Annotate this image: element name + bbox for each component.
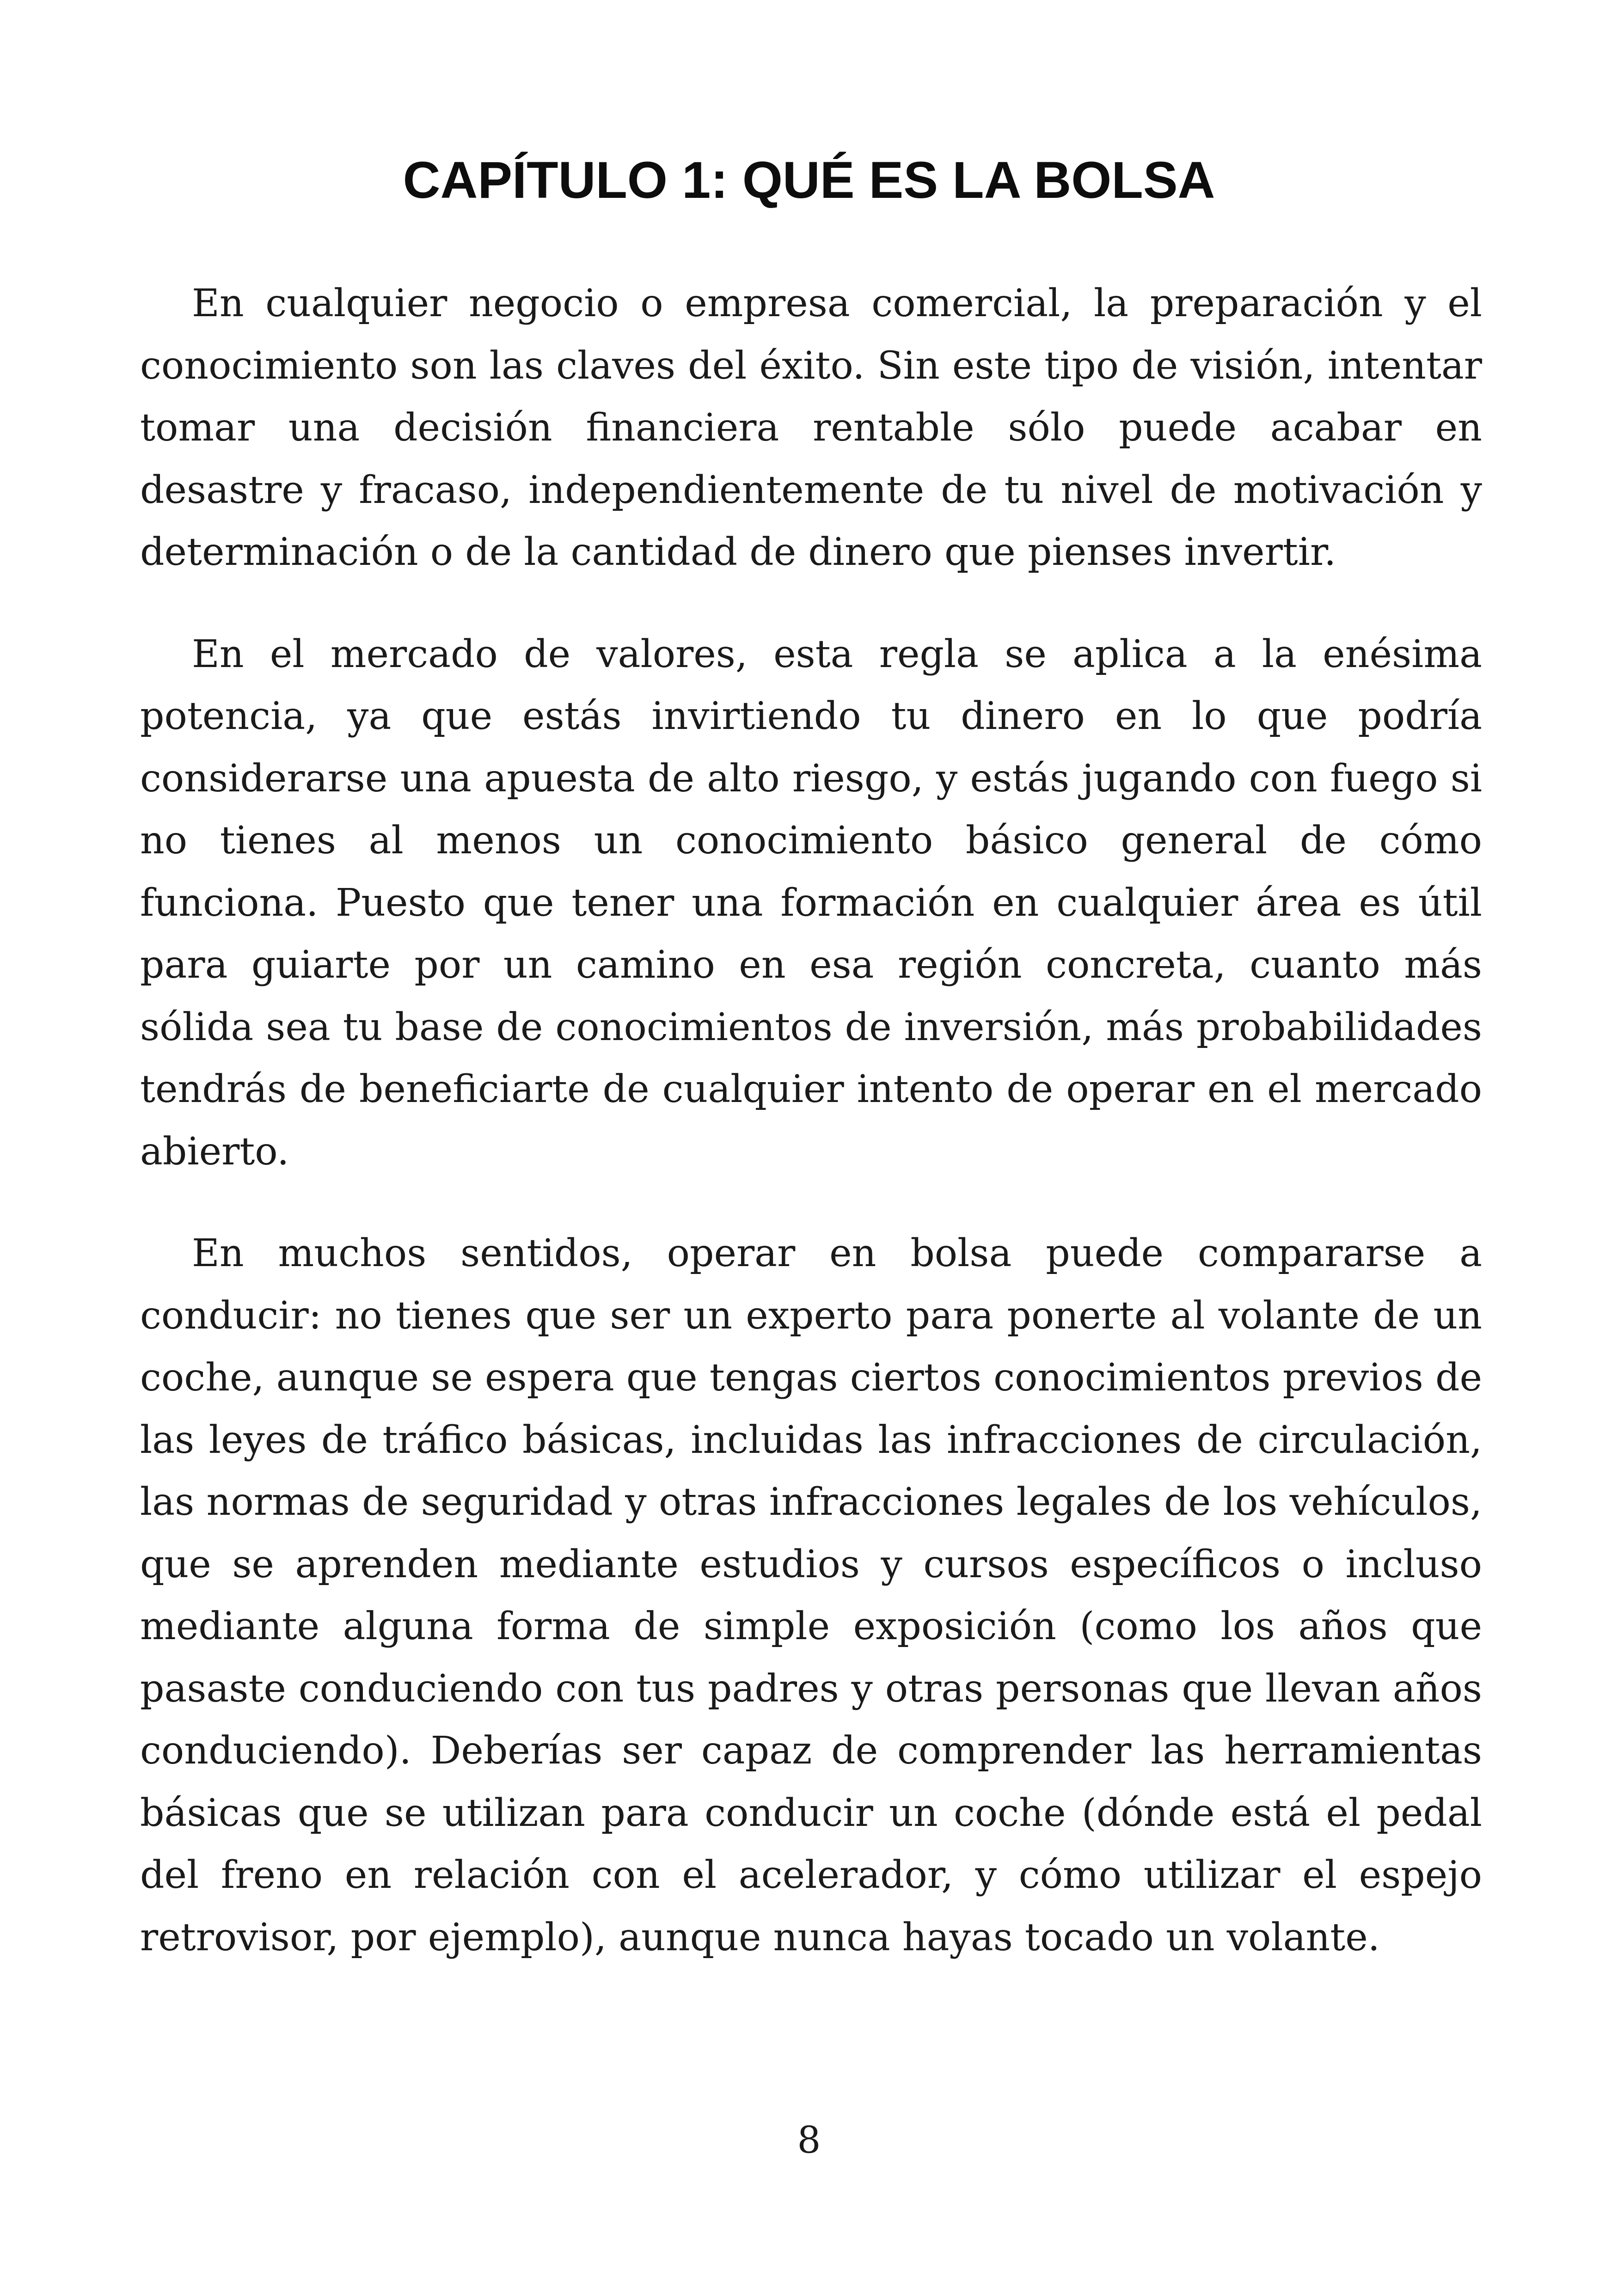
paragraph-2: En el mercado de valores, esta regla se aplica a la enésima potencia, ya que estás invirtiendo tu dinero en lo que podría considerarse una apuesta de alto riesgo, y estás jugando con fuego si no tienes al menos un conocimiento básico general de cómo funciona. Puesto que tener una formación en cualquier área es útil para guiarte por un camino en esa región concreta, cuanto más sólida sea tu base de conocimientos de inversión, más probabilidades tendrás de beneficiarte de cualquier intento de operar en el mercado abierto. xyxy=(140,632,1482,1174)
chapter-title: CAPÍTULO 1: QUÉ ES LA BOLSA xyxy=(403,151,1215,209)
paragraph-3: En muchos sentidos, operar en bolsa puede compararse a conducir: no tienes que ser un experto para ponerte al volante de un coche, aunque se espera que tengas ciertos conocimientos previos de las leyes de tráfico básicas, incluidas las infracciones de circulación, las normas de seguridad y otras infracciones legales de los vehículos, que se aprenden mediante estudios y cursos específicos o incluso mediante alguna forma de simple exposición (como los años que pasaste conduciendo con tus padres y otras personas que llevan años conduciendo). Deberías ser capaz de comprender las herramientas básicas que se utilizan para conducir un coche (dónde está el pedal del freno en relación con el acelerador, y cómo utilizar el espejo retrovisor, por ejemplo), aunque nunca hayas tocado un volante. xyxy=(140,1231,1482,1959)
paragraph-1: En cualquier negocio o empresa comercial, la preparación y el conocimiento son las claves del éxito. Sin este tipo de visión, intentar tomar una decisión financiera rentable sólo puede acabar en desastre y fracaso, independientemente de tu nivel de motivación y determinación o de la cantidad de dinero que pienses invertir. xyxy=(140,282,1482,574)
page-number: 8 xyxy=(797,2118,821,2161)
chapter-body xyxy=(140,273,1482,2008)
